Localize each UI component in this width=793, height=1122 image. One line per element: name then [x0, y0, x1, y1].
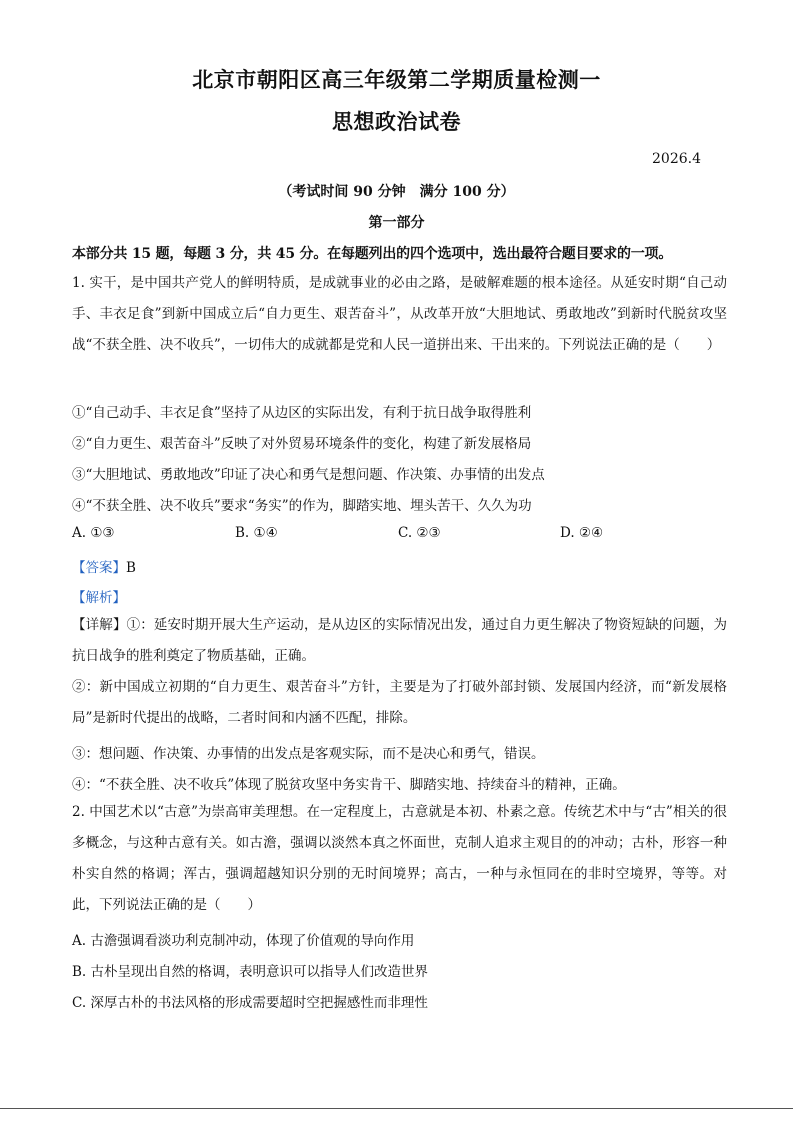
- question-1-item-2: ②“自力更生、艰苦奋斗”反映了对外贸易环境条件的变化，构建了新发展格局: [72, 436, 532, 452]
- part-heading: 第一部分: [368, 215, 425, 231]
- question-1-stem: 1. 实干，是中国共产党人的鲜明特质，是成就事业的必由之路，是破解难题的根本途径。从延安时期“自己动手、丰衣足食”到新中国成立后“自力更生、艰苦奋斗”，从改革开放“大胆地试、勇敢地改”到新时代脱贫攻坚战“不获全胜、决不收兵”，一切伟大的成就都是党和人民一道拼出来、干出来的。下列说法正确的是（ ）: [72, 275, 727, 353]
- question-1-item-3: ③“大胆地试、勇敢地改”印证了决心和勇气是想问题、作决策、办事情的出发点: [72, 467, 545, 483]
- question-2-option-c: C. 深厚古朴的书法风格的形成需要超时空把握感性而非理性: [72, 995, 428, 1011]
- analysis-tag: 【解析】: [72, 590, 126, 606]
- answer-tag: 【答案】: [72, 560, 126, 576]
- answer-line: [72, 556, 136, 576]
- exam-title: 北京市朝阳区高三年级第二学期质量检测一: [192, 67, 601, 92]
- question-1-item-4: ④“不获全胜、决不收兵”要求“务实”的作为，脚踏实地、埋头苦干、久久为功: [72, 498, 532, 514]
- exam-date: 2026.4: [652, 151, 701, 167]
- exam-info: （考试时间 90 分钟 满分 100 分）: [278, 184, 515, 200]
- question-2-stem: 2. 中国艺术以“古意”为崇高审美理想。在一定程度上，古意就是本初、朴素之意。传统艺术中与“古”相关的很多概念，与这种古意有关。如古澹，强调以淡然本真之怀面世，克制人追求主观目的的冲动；古朴，形容一种朴实自然的格调；浑古，强调超越知识分别的无时间境界；高古，一种与永恒同在的非时空境界，等等。对此，下列说法正确的是（ ）: [72, 804, 727, 913]
- question-1-option-b: B. ①④: [235, 525, 278, 541]
- question-1-item-1: ①“自己动手、丰衣足食”坚持了从边区的实际出发，有利于抗日战争取得胜利: [72, 405, 532, 421]
- detail-tag: 【详解】: [72, 617, 127, 633]
- section-instructions: 本部分共 15 题，每题 3 分，共 45 分。在每题列出的四个选项中，选出最符合题目要求的一项。: [72, 246, 673, 262]
- question-1-option-a: A. ①③: [72, 525, 115, 541]
- detail-paragraph-1: [72, 610, 727, 672]
- detail-paragraph-4: ④：“不获全胜、决不收兵”体现了脱贫攻坚中务实肯干、脚踏实地、持续奋斗的精神，正确。: [72, 777, 626, 793]
- question-2-option-b: B. 古朴呈现出自然的格调，表明意识可以指导人们改造世界: [72, 964, 429, 980]
- page-bottom-rule: [0, 1108, 793, 1109]
- detail-paragraph-2: ②：新中国成立初期的“自力更生、艰苦奋斗”方针，主要是为了打破外部封锁、发展国内经济，而“新发展格局”是新时代提出的战略，二者时间和内涵不匹配，排除。: [72, 679, 727, 726]
- answer-value: B: [126, 560, 136, 576]
- subject-title: 思想政治试卷: [332, 109, 461, 134]
- question-2-option-a: A. 古澹强调看淡功利克制冲动，体现了价值观的导向作用: [72, 933, 415, 949]
- question-1-option-d: D. ②④: [560, 525, 604, 541]
- detail-text-1: ①：延安时期开展大生产运动，是从边区的实际情况出发，通过自力更生解决了物资短缺的问题，为抗日战争的胜利奠定了物质基础，正确。: [72, 617, 728, 664]
- detail-paragraph-3: ③：想问题、作决策、办事情的出发点是客观实际，而不是决心和勇气，错误。: [72, 746, 545, 762]
- question-1-option-c: C. ②③: [398, 525, 441, 541]
